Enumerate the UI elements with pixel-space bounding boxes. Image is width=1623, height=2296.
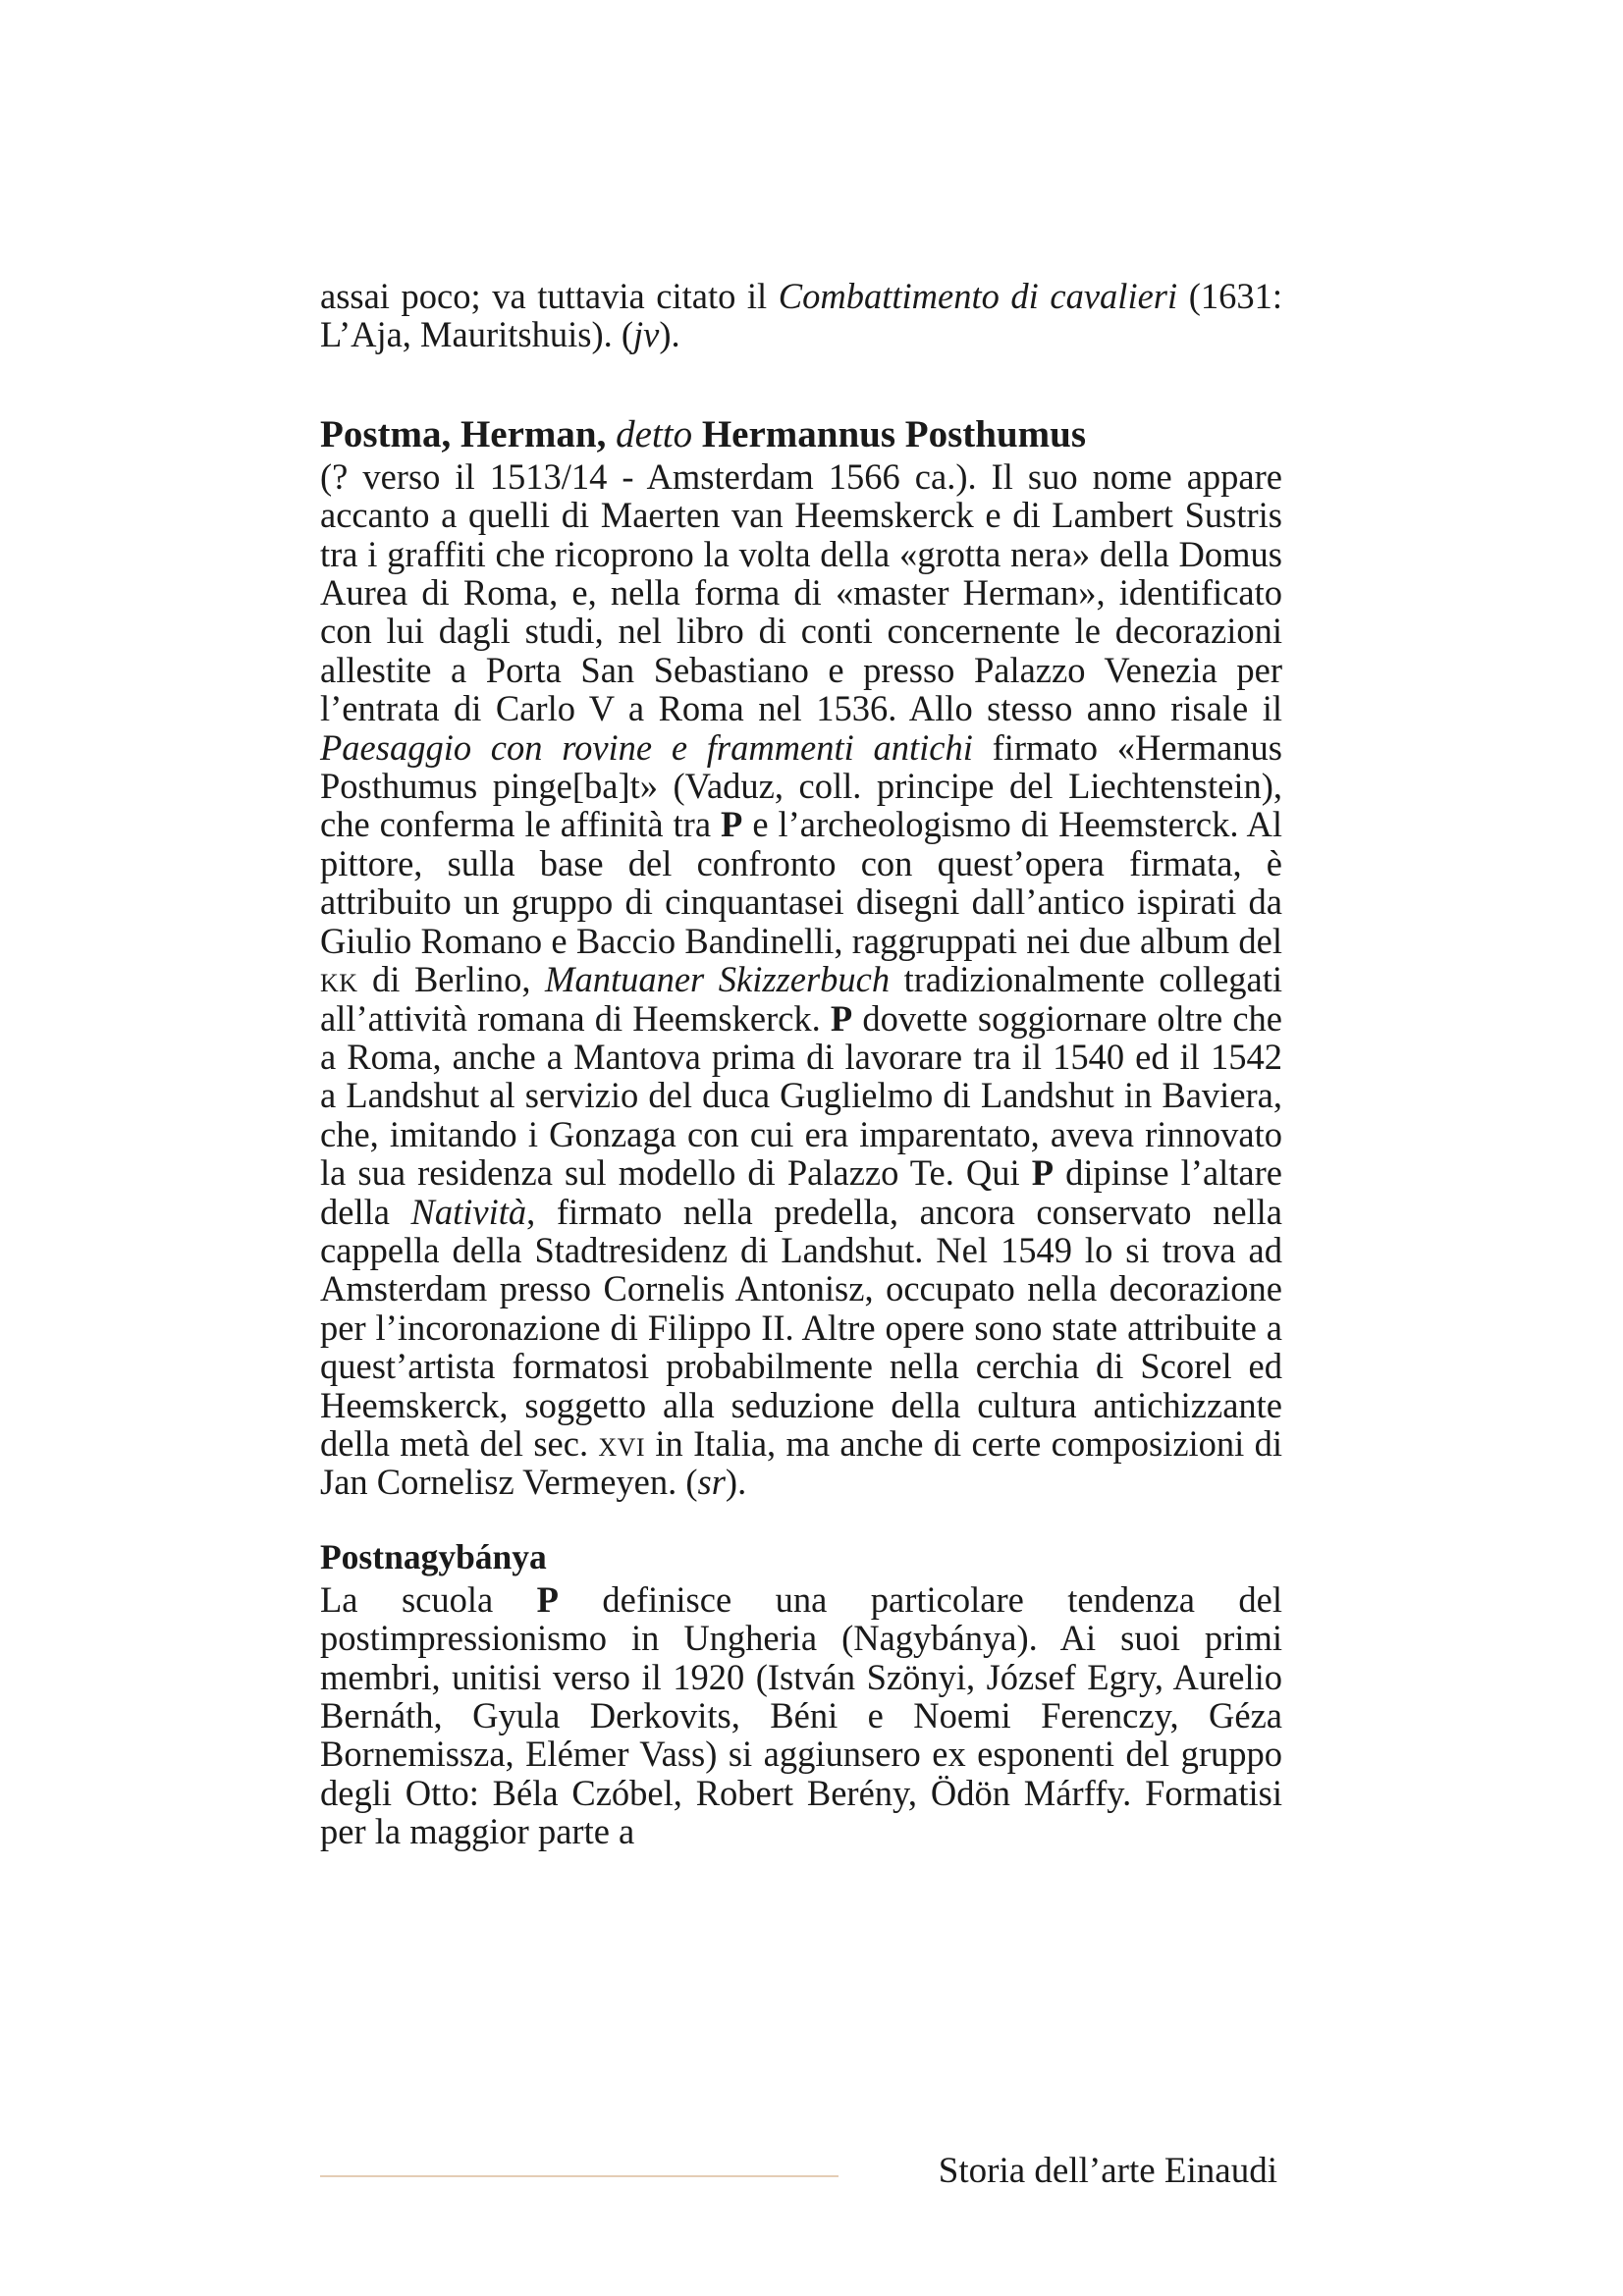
entry-heading bbox=[320, 414, 1282, 455]
entry-body bbox=[320, 457, 1282, 1502]
author-initials: jv bbox=[633, 314, 660, 355]
body-text: di Berlino, bbox=[357, 959, 546, 1000]
body-text: ). bbox=[725, 1462, 747, 1503]
heading-detto: detto bbox=[616, 412, 693, 455]
body-text: e l’archeologismo di Heemsterck. Al pittore, sulla base del confronto con quest’opera firmata, è attribuito un gruppo di cinquantasei disegni dall’antico ispirati da Giulio Romano e Baccio Bandinelli, raggruppati nei due album del bbox=[320, 804, 1282, 961]
text-column bbox=[320, 277, 1282, 1851]
entry-body bbox=[320, 1580, 1282, 1851]
intro-text: ). bbox=[659, 314, 680, 355]
footer-title: Storia dell’arte Einaudi bbox=[938, 2151, 1277, 2191]
body-text: dipinse l’altare della bbox=[320, 1152, 1282, 1232]
entry-postnagybanya bbox=[320, 1537, 1282, 1851]
collection-abbreviation: kk bbox=[320, 959, 358, 1000]
intro-paragraph bbox=[320, 277, 1282, 354]
body-text: dovette soggiornare oltre che a Roma, anche a Mantova prima di lavorare tra il 1540 ed il 1542 a Landshut al servizio del duca Guglielmo di Landshut in Baviera, che, imitando i Gonzaga con cui era imparentato, aveva rinnovato la sua residenza sul modello di Palazzo Te. Qui bbox=[320, 997, 1282, 1194]
body-text: tradizionalmente collegati all’attività romana di Heemskerck. bbox=[320, 959, 1283, 1039]
heading-name: Postma, Herman, bbox=[320, 412, 617, 455]
work-title: Mantuaner Skizzerbuch bbox=[545, 959, 891, 1000]
entry-abbreviation: P bbox=[830, 997, 853, 1039]
intro-work-title: Combattimento di cavalieri bbox=[778, 276, 1178, 316]
entry-abbreviation: P bbox=[536, 1578, 559, 1620]
entry-abbreviation: P bbox=[1031, 1152, 1055, 1194]
intro-text: (1631: L’Aja, Mauritshuis). ( bbox=[320, 276, 1283, 355]
entry-heading: Postnagybánya bbox=[320, 1536, 547, 1576]
intro-text: assai poco; va tuttavia citato il bbox=[320, 276, 779, 316]
century-numeral: xvi bbox=[598, 1422, 646, 1464]
entry-abbreviation: P bbox=[721, 804, 743, 845]
body-text: (? verso il 1513/14 - Amsterdam 1566 ca.). Il suo nome appare accanto a quelli di Maerten van Heemskerck e di Lambert Sustris tra i graffiti che ricoprono la volta della «grotta nera» della Domus Aurea di Roma, e, nella forma di «master Herman», identificato con lui dagli studi, nel libro di conti concernente le decorazioni allestite a Porta San Sebastiano e presso Palazzo Venezia per l’entrata di Carlo V a Roma nel 1536. Allo stesso anno risale il bbox=[320, 455, 1282, 729]
body-text: in Italia, ma anche di certe composizioni di Jan Cornelisz Vermeyen. ( bbox=[320, 1422, 1282, 1503]
body-text: firmato «Hermanus Posthumus pinge[ba]t» (Vaduz, coll. principe del Liechtenstein), che conferma le affinità tra bbox=[320, 726, 1282, 845]
work-title: Paesaggio con rovine e frammenti antichi bbox=[320, 726, 973, 768]
work-title: Natività bbox=[410, 1191, 527, 1232]
body-text: , firmato nella predella, ancora conservato nella cappella della Stadtresidenz di Landshut. Nel 1549 lo si trova ad Amsterdam presso Cornelis Antonisz, occupato nella decorazione per l’incoronazione di Filippo II. Altre opere sono state attribuite a quest’artista formatosi probabilmente nella cerchia di Scorel ed Heemskerck, soggetto alla seduzione della cultura antichizzante della metà del sec. bbox=[320, 1191, 1282, 1464]
footer-rule bbox=[320, 2175, 839, 2177]
heading-alias: Hermannus Posthumus bbox=[692, 412, 1087, 455]
entry-postma bbox=[320, 414, 1282, 1502]
author-initials: sr bbox=[697, 1462, 726, 1503]
body-text: La scuola bbox=[320, 1578, 537, 1620]
body-text: definisce una particolare tendenza del postimpressionismo in Ungheria (Nagybánya). Ai suoi primi membri, unitisi verso il 1920 (István Szönyi, József Egry, Aurelio Bernáth, Gyula Derkovits, Béni e Noemi Ferenczy, Géza Bornemissza, Elémer Vass) si aggiunsero ex esponenti del gruppo degli Otto: Béla Czóbel, Robert Berény, Ödön Márffy. Formatisi per la maggior parte a bbox=[320, 1578, 1282, 1852]
